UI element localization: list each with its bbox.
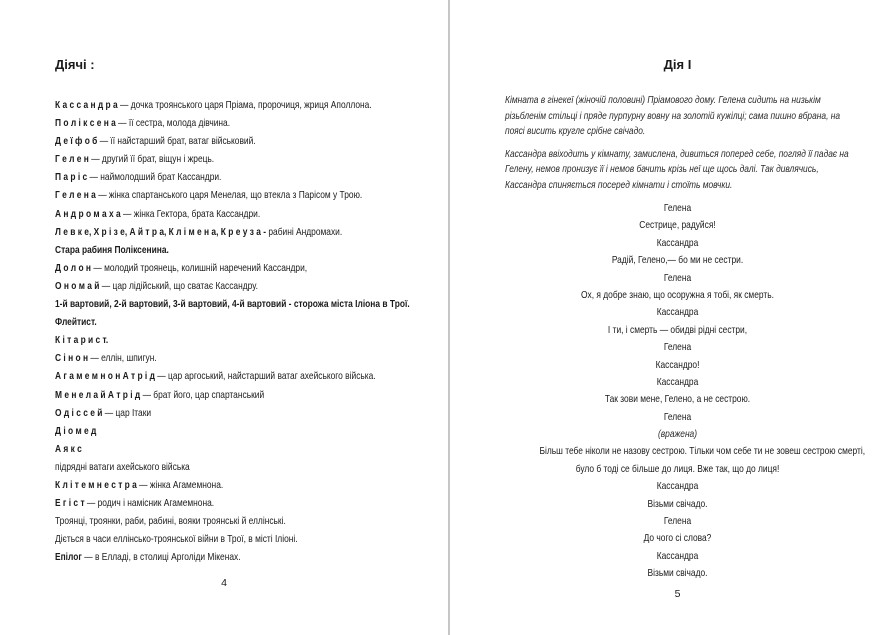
cast-desc: — родич і намісник Агамемнона. [84, 497, 215, 510]
cast-desc: — жінка Агамемнона. [136, 478, 224, 491]
cast-name: К і т а р и с т. [55, 334, 109, 347]
cast-line [55, 349, 369, 367]
cast-name: Флейтист. [55, 316, 97, 329]
cast-line [55, 512, 369, 530]
cast-line [55, 259, 369, 277]
dialogue-line: Візьми свічадо. [647, 567, 708, 580]
speaker-name: Кассандра [656, 306, 699, 319]
left-page-content [0, 0, 448, 592]
act-heading: Дія I [663, 57, 692, 72]
cast-desc: — брат його, цар спартанський [140, 388, 265, 401]
cast-name: Епілог [55, 551, 82, 564]
dialogue-line: Візьми свічадо. [647, 497, 708, 510]
cast-name: Е г і с т [55, 497, 85, 510]
cast-name: А н д р о м а х а [55, 207, 121, 220]
cast-line [55, 205, 369, 223]
dialogue-line: До чого сі слова? [643, 532, 712, 545]
cast-line [55, 96, 372, 114]
cast-name: Д е ї ф о б [55, 135, 98, 148]
speaker-name: Кассандра [656, 480, 699, 493]
page-number-left: 4 [221, 577, 227, 590]
inline-stage-direction: (вражена) [657, 428, 698, 441]
cast-name: Д о л о н [55, 261, 91, 274]
dialogue-line: Так зови мене, Гелено, а не сестрою. [604, 393, 751, 406]
dialogue-line: Радій, Гелено,— бо ми не сестри. [611, 254, 744, 267]
cast-name: О н о м а й [55, 279, 100, 292]
cast-name: М е н е л а й А т р і д [55, 388, 141, 401]
cast-name: А г а м е м н о н А т р і д [55, 370, 155, 383]
cast-line [55, 114, 369, 132]
cast-desc: рабині Андромахи. [266, 225, 343, 238]
dialogue-line: Більш тебе ніколи не назову сестрою. Тільки чом себе ти не зовеш сестрою смерті, [539, 445, 866, 458]
speaker-name: Кассандра [656, 375, 699, 388]
cast-desc: Троянці, троянки, раби, рабині, вояки троянські й еллінські. [55, 515, 286, 528]
cast-line [55, 494, 369, 512]
cast-line [55, 404, 369, 422]
dialogue-line: І ти, і смерть — обидві рідні сестри, [607, 323, 748, 336]
cast-line [55, 367, 376, 385]
cast-name: П а р і с [55, 171, 88, 184]
right-page[interactable] [450, 0, 892, 635]
cast-line [55, 168, 369, 186]
cast-line [55, 223, 369, 241]
cast-desc: — молодий троянець, колишній наречений Кассандри, [91, 261, 308, 274]
speaker-name: Гелена [663, 410, 692, 423]
cast-line [55, 548, 369, 566]
cast-name: К а с с а н д р а [55, 99, 118, 111]
cast-desc: — її сестра, молода дівчина. [115, 117, 231, 130]
speaker-name: Гелена [663, 515, 692, 528]
cast-name: С і н о н [55, 352, 89, 365]
cast-line [55, 277, 369, 295]
cast-desc: — еллін, шпигун. [88, 352, 157, 365]
cast-line [55, 186, 369, 204]
cast-desc: Діється в часи еллінсько-троянської війни в Трої, в місті Іліоні. [55, 533, 298, 546]
cast-desc: — цар Ітаки [102, 406, 152, 419]
cast-name: П о л і к с е н а [55, 117, 116, 130]
speaker-name: Кассандра [656, 549, 699, 562]
dialogue-line: було б тоді се більше до лиця. Вже так, що до лиця! [575, 462, 780, 475]
cast-name: Стара рабиня Поліксенина. [55, 243, 169, 256]
cast-list [55, 96, 448, 566]
cast-desc: — дочка троянського царя Пріама, пророчиця, жриця Аполлона. [117, 99, 372, 111]
cast-line [55, 530, 369, 548]
cast-desc: — її найстарший брат, ватаг військовий. [97, 135, 256, 148]
right-page-content [450, 0, 892, 603]
cast-desc: — цар лідійський, що сватає Кассандру. [99, 279, 258, 292]
cast-name: Л е в к е, Х р і з е, А й т р а, К л і м е н а, К р е у з а - [55, 225, 267, 238]
speaker-name: Гелена [663, 341, 692, 354]
cast-line [55, 313, 369, 331]
cast-name: Г е л е н [55, 153, 89, 166]
cast-line [55, 386, 369, 404]
cast-line [55, 150, 369, 168]
cast-name: Д і о м е д [55, 424, 97, 437]
cast-name: Г е л е н а [55, 189, 96, 202]
cast-line [55, 422, 369, 440]
cast-line [55, 331, 369, 349]
cast-line [55, 241, 369, 259]
cast-line [55, 132, 369, 150]
stage-direction-paragraph: Кассандра ввіходить у кімнату, замислена, дивиться поперед себе, погляд її падає на Гелену, немов пронизує її і немов бачить крізь неї ще щось далі. Так дивлячись, Кассандра спиняється посеред кімнати і стоїть мовчки. [505, 147, 849, 191]
cast-desc: — наймолодший брат Кассандри. [87, 171, 222, 184]
dialogue-line: Ох, я добре знаю, що осоружна я тобі, як смерть. [581, 288, 774, 301]
cast-desc: підрядні ватаги ахейського війська [55, 460, 190, 473]
cast-heading: Діячі : [55, 57, 95, 72]
cast-desc: — жінка спартанського царя Менелая, що втекла з Парісом у Трою. [95, 189, 363, 202]
dialogue-block [505, 200, 866, 583]
cast-desc: — в Елладі, в столиці Арголіди Мікенах. [81, 551, 241, 564]
cast-desc: — другий її брат, віщун і жрець. [88, 153, 215, 166]
dialogue-line: Кассандро! [655, 358, 700, 371]
cast-desc: — цар аргоський, найстарший ватаг ахейського війська. [154, 370, 376, 383]
cast-name: К л і т е м н е с т р а [55, 478, 137, 491]
cast-name: 1-й вартовий, 2-й вартовий, 3-й вартовий, 4-й вартовий - сторожа міста Іліона в Трої. [55, 298, 410, 311]
cast-line [55, 458, 369, 476]
speaker-name: Гелена [663, 202, 692, 214]
cast-name: А я к с [55, 442, 82, 455]
speaker-name: Кассандра [656, 236, 699, 249]
cast-line [55, 295, 410, 313]
speaker-name: Гелена [663, 271, 692, 284]
stage-direction-paragraph: Кімната в гінекеї (жіночій половині) Пріамового дому. Гелена сидить на низькім різьбленім стільці і пряде пурпурну вовну на золотій кужілці; сама пишно вбрана, на поясі висить кругле срібне свічадо. [505, 94, 841, 137]
cast-line [55, 476, 369, 494]
page-number-right: 5 [674, 587, 681, 600]
stage-directions [505, 93, 850, 193]
cast-name: О д і с с е й [55, 406, 103, 419]
cast-desc: — жінка Гектора, брата Кассандри. [120, 207, 261, 220]
cast-line [55, 440, 369, 458]
dialogue-line: Сестрице, радуйся! [639, 219, 716, 232]
